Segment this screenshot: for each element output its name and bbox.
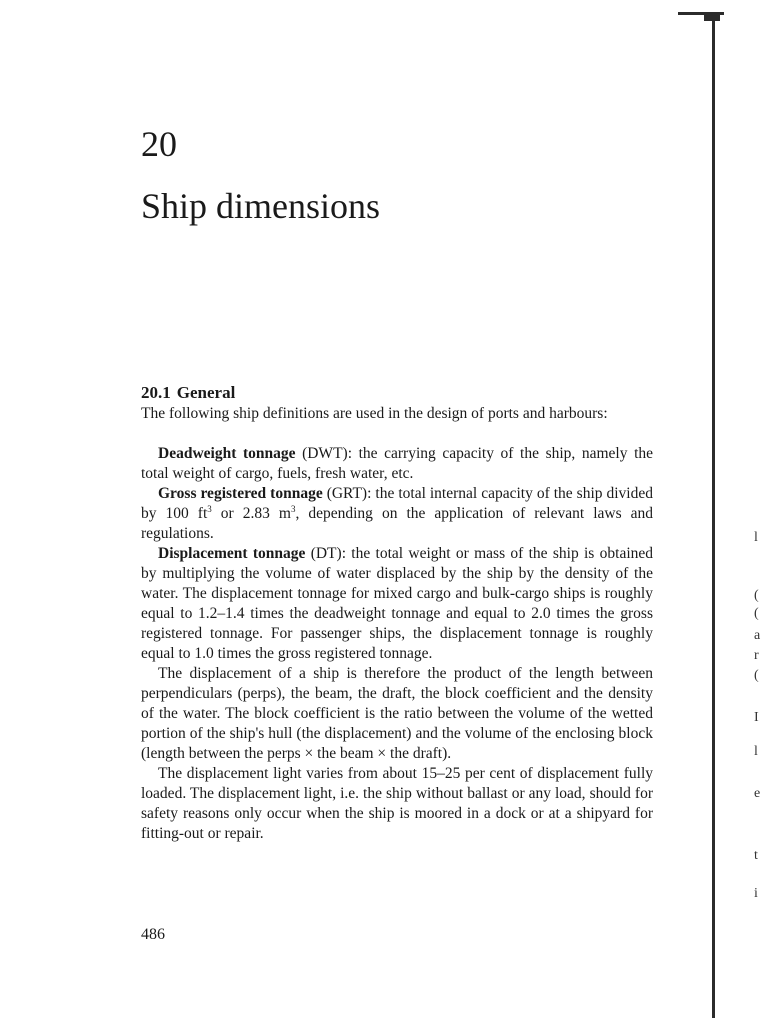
- definition-abbr: (DWT): [302, 445, 348, 462]
- definition-dwt: [141, 444, 653, 484]
- definition-text: or 2.83 m: [211, 505, 291, 522]
- edge-letter: a: [754, 628, 761, 643]
- definition-text: : the carrying capacity of the ship, namely the total weight of cargo, fuels, fresh water, etc.: [141, 445, 654, 482]
- definition-term: Deadweight tonnage: [158, 445, 296, 462]
- edge-letter: (: [754, 606, 759, 621]
- body-text: [141, 382, 653, 844]
- definition-abbr: (DT): [310, 545, 342, 562]
- edge-letter: l: [754, 530, 758, 545]
- next-page-edge-letters: [754, 0, 768, 1024]
- edge-letter: (: [754, 668, 759, 683]
- edge-letter: l: [754, 744, 758, 759]
- superscript: 3: [207, 503, 212, 514]
- definition-abbr: (GRT): [326, 485, 368, 502]
- edge-letter: e: [754, 786, 761, 801]
- definition-grt: [141, 484, 653, 544]
- edge-letter: t: [754, 848, 758, 863]
- edge-letter: I: [754, 710, 759, 725]
- superscript: 3: [290, 503, 296, 514]
- chapter-number: 20: [141, 124, 177, 164]
- section-title: General: [176, 383, 236, 402]
- edge-letter: (: [754, 588, 759, 603]
- definition-term: Displacement tonnage: [158, 545, 306, 562]
- displacement-paragraph: The displacement of a ship is therefore the product of the length between perpendiculars (perps), the beam, the draft, the block coefficient and the density of the water. The block coefficient is the ratio between the volume of the wetted portion of the ship's hull (the displacement) and the volume of the enclosing block (length between the perps × the beam × the draft).: [141, 665, 653, 762]
- definition-text: : the total internal capacity of the ship divided by 100 ft: [141, 485, 653, 522]
- intro-paragraph: The following ship definitions are used in the design of ports and harbours:: [141, 405, 608, 422]
- definition-dt: [141, 544, 653, 664]
- definition-text: , depending on the application of relevant laws and regulations.: [141, 505, 654, 542]
- displacement-light-paragraph: The displacement light varies from about 15–25 per cent of displacement fully loaded. The displacement light, i.e. the ship without ballast or any load, should for safety reasons only occur when the ship is moored in a dock or at a shipyard for fitting-out or repair.: [141, 765, 653, 842]
- edge-letter: r: [754, 648, 759, 663]
- binding-edge-line: [712, 18, 715, 1018]
- page-number: 486: [141, 926, 165, 943]
- chapter-title: Ship dimensions: [141, 186, 381, 226]
- section-heading: [141, 382, 653, 404]
- definition-text: : the total weight or mass of the ship is obtained by multiplying the volume of water displaced by the ship by the density of the water. The displacement tonnage for mixed cargo and bulk-cargo ships is roughly equal to 1.2–1.4 times the deadweight tonnage and equal to 2.0 times the gross registered tonnage. For passenger ships, the displacement tonnage is roughly equal to 1.0 times the gross registered tonnage.: [141, 545, 654, 662]
- definition-term: Gross registered tonnage: [158, 485, 323, 502]
- edge-letter: i: [754, 886, 758, 901]
- section-number: 20.1: [141, 383, 171, 402]
